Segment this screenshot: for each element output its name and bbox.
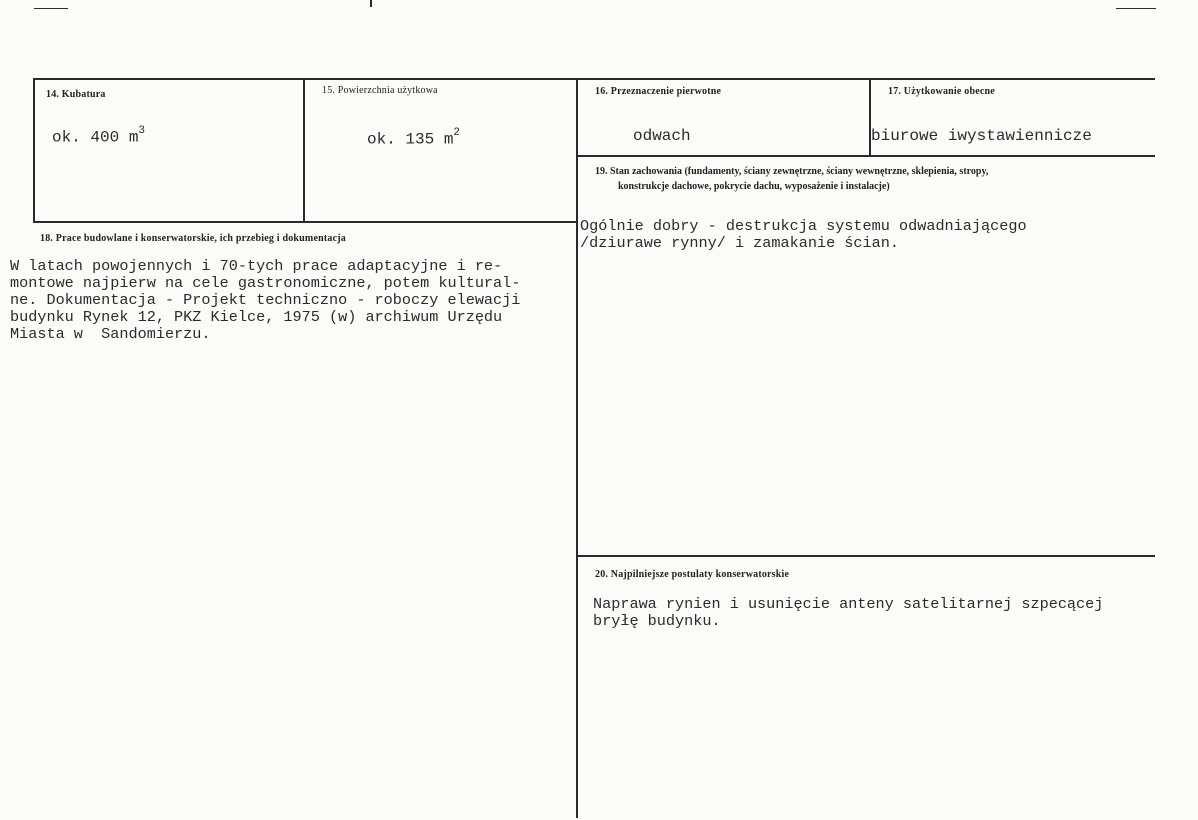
field-18-line-5: Miasta w Sandomierzu.: [10, 325, 211, 343]
field-14-value: [52, 125, 145, 146]
field-18-line-2: montowe najpierw na cele gastronomiczne, potem kultural-: [10, 274, 521, 292]
field-20-line-1: Naprawa rynien i usunięcie anteny satelitarnej szpecącej: [593, 595, 1104, 613]
field-19-label-line2: konstrukcje dachowe, pokrycie dachu, wyposażenie i instalacje): [618, 181, 890, 192]
grid-top-line: [33, 78, 1155, 80]
field-17-value: biurowe iwystawiennicze: [871, 127, 1092, 145]
field-14-label: 14. Kubatura: [46, 89, 106, 100]
field-15-text: ok. 135 m: [367, 130, 454, 149]
field-14-exponent: 3: [138, 125, 146, 137]
field-19-line-1: Ogólnie dobry - destrukcja systemu odwadniającego: [580, 217, 1027, 235]
grid-line-19-top: [578, 155, 1155, 157]
field-20-label: 20. Najpilniejsze postulaty konserwatorskie: [595, 569, 790, 580]
grid-left-edge: [33, 78, 35, 223]
field-15-label: 15. Powierzchnia użytkowa: [322, 85, 438, 96]
field-18-line-1: W latach powojennych i 70-tych prace adaptacyjne i re-: [10, 257, 503, 275]
field-15-exponent: 2: [453, 127, 461, 139]
grid-line-18-top: [33, 221, 578, 223]
field-20-line-2: bryłę budynku.: [593, 612, 721, 630]
field-16-label: 16. Przeznaczenie pierwotne: [595, 86, 722, 97]
corner-mark-left: [34, 8, 68, 9]
grid-line-20-top: [578, 555, 1155, 557]
field-18-label: 18. Prace budowlane i konserwatorskie, ich przebieg i dokumentacja: [40, 233, 346, 244]
field-18-line-4: budynku Rynek 12, PKZ Kielce, 1975 (w) archiwum Urzędu: [10, 308, 503, 326]
field-17-label: 17. Użytkowanie obecne: [888, 86, 995, 97]
field-15-value: [367, 127, 460, 148]
grid-vline-1: [303, 78, 305, 222]
field-19-line-2: /dziurawe rynny/ i zamakanie ścian.: [580, 234, 899, 252]
corner-mark-right: [1116, 8, 1156, 9]
field-16-value: odwach: [633, 127, 691, 145]
field-19-label-line1: 19. Stan zachowania (fundamenty, ściany zewnętrzne, ściany wewnętrzne, sklepienia, stropy,: [595, 166, 989, 177]
corner-tick: [370, 0, 372, 7]
field-14-text: ok. 400 m: [52, 128, 139, 147]
field-18-line-3: ne. Dokumentacja - Projekt techniczno - roboczy elewacji: [10, 291, 521, 309]
grid-vline-2: [576, 78, 578, 818]
